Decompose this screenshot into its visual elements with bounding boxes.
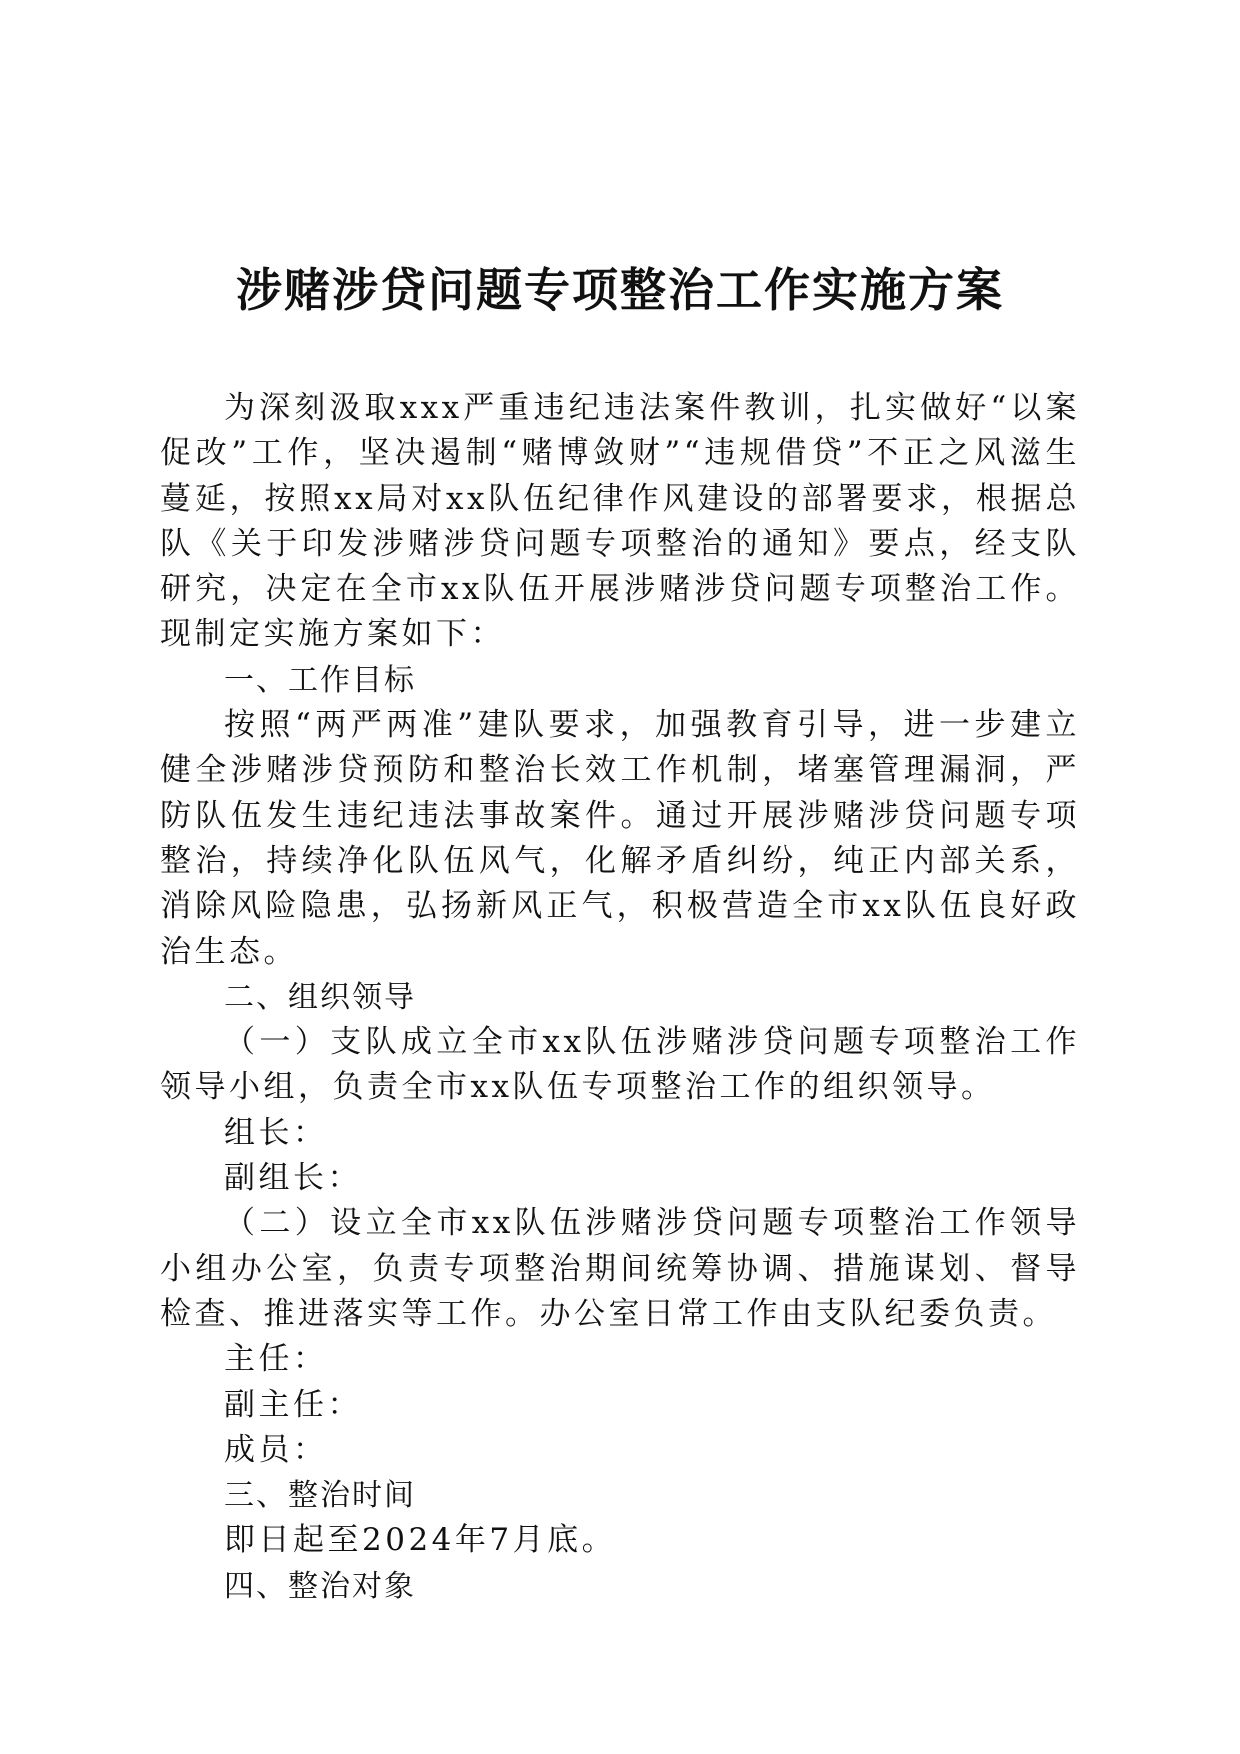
intro-paragraph: 为深刻汲取xxx严重违纪违法案件教训，扎实做好“以案促改”工作，坚决遏制“赌博敛财”“违规借贷”不正之风滋生蔓延，按照xx局对xx队伍纪律作风建设的部署要求，根据总队《关于印发涉赌涉贷问题专项整治的通知》要点，经支队研究，决定在全市xx队伍开展涉赌涉贷问题专项整治工作。现制定实施方案如下： (160, 390, 1080, 653)
director-line: 主任： (224, 1341, 328, 1378)
members-line: 成员： (224, 1431, 328, 1468)
leader-line: 组长： (224, 1114, 328, 1151)
document-body (160, 386, 1080, 1609)
deputy-leader-line: 副组长： (224, 1160, 362, 1197)
period-text: 即日起至2024年7月底。 (224, 1522, 617, 1559)
section-heading-leadership: 二、组织领导 (224, 979, 416, 1015)
section-heading-period: 三、整治时间 (224, 1478, 416, 1514)
section-heading-targets: 四、整治对象 (224, 1568, 416, 1604)
leadership-item-2: （二）设立全市xx队伍涉赌涉贷问题专项整治工作领导小组办公室，负责专项整治期间统筹协调、措施谋划、督导检查、推进落实等工作。办公室日常工作由支队纪委负责。 (160, 1205, 1080, 1332)
section-heading-goals: 一、工作目标 (224, 662, 416, 698)
document-title: 涉赌涉贷问题专项整治工作实施方案 (236, 263, 1004, 317)
deputy-director-line: 副主任： (224, 1386, 362, 1423)
goals-paragraph: 按照“两严两准”建队要求，加强教育引导，进一步建立健全涉赌涉贷预防和整治长效工作机制，堵塞管理漏洞，严防队伍发生违纪违法事故案件。通过开展涉赌涉贷问题专项整治，持续净化队伍风气，化解矛盾纠纷，纯正内部关系，消除风险隐患，弘扬新风正气，积极营造全市xx队伍良好政治生态。 (160, 707, 1080, 970)
leadership-item-1: （一）支队成立全市xx队伍涉赌涉贷问题专项整治工作领导小组，负责全市xx队伍专项整治工作的组织领导。 (160, 1024, 1080, 1106)
